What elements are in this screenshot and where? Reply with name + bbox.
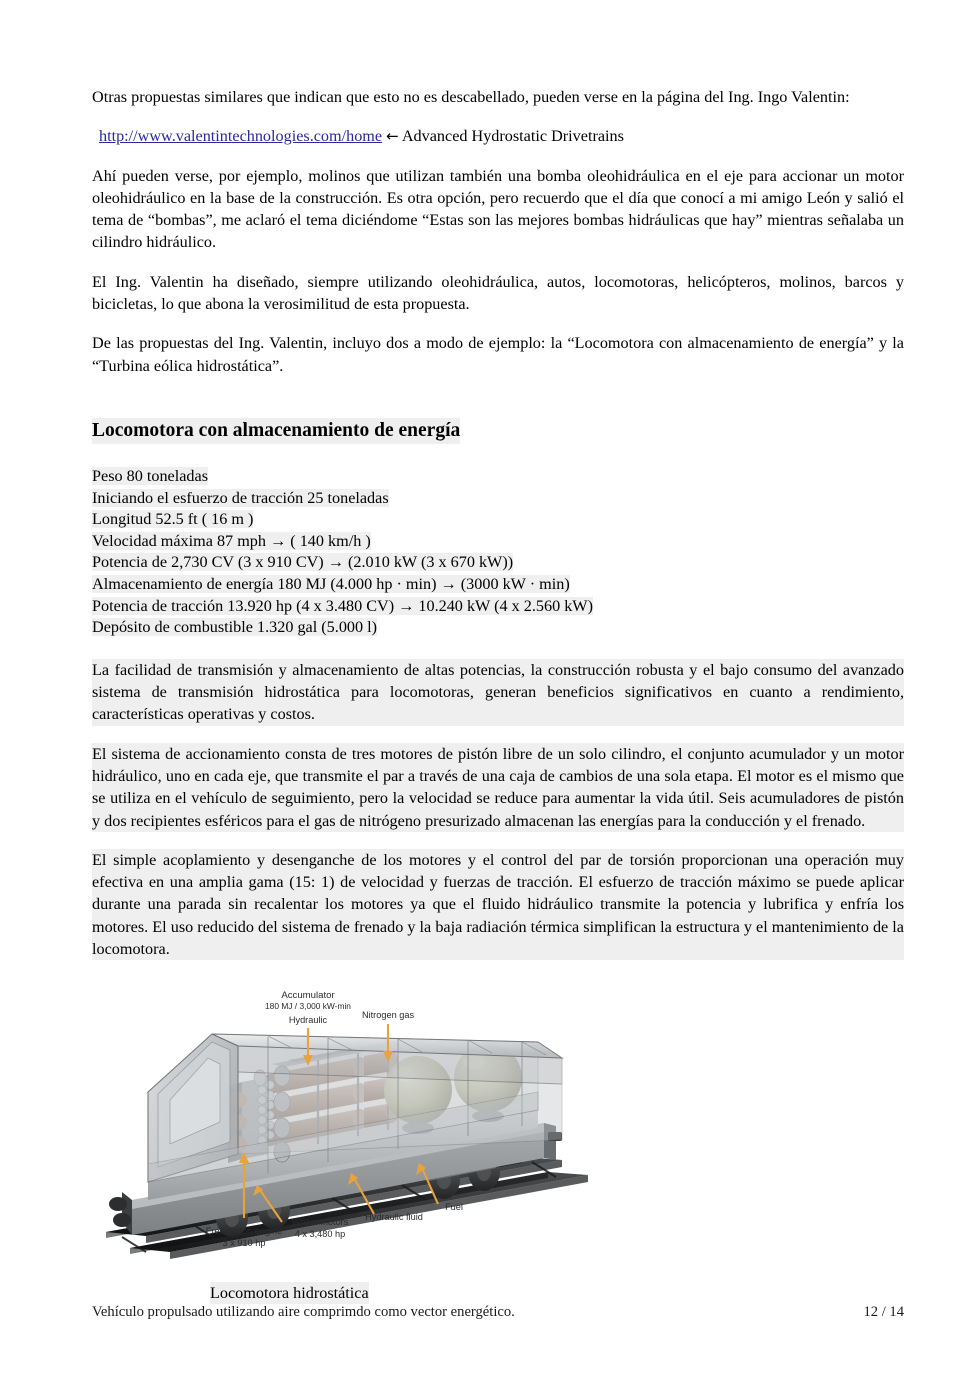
page-title: Locomotora con almacenamiento de energía bbox=[92, 418, 460, 444]
footer-left-text: Vehículo propulsado utilizando aire comprimdo como vector energético. bbox=[92, 1304, 515, 1320]
label-hydraulic: Hydraulic bbox=[288, 1015, 328, 1026]
page-footer bbox=[92, 1302, 904, 1322]
list-item bbox=[92, 488, 904, 510]
label-nitrogen-gas: Nitrogen gas bbox=[361, 1010, 415, 1021]
document-body bbox=[92, 86, 904, 1304]
left-arrow-icon: ← bbox=[386, 127, 399, 146]
paragraph-2: Ahí pueden verse, por ejemplo, molinos que utilizan también una bomba oleohidráulica en el eje para accionar un motor oleohidráulico en la base de la construcción. Es otra opción, pero recuerdo que el día que conocí a mi amigo León y salió el tema de “bombas”, me aclaró el tema diciéndome “Estas son las mejores bombas hidráulicas que hay” mientras señalaba un cilindro hidráulico. bbox=[92, 166, 904, 252]
spec-text: Velocidad máxima 87 mph → ( 140 km/h ) bbox=[92, 531, 371, 550]
spec-text: Longitud 52.5 ft ( 16 m ) bbox=[92, 510, 254, 529]
list-item bbox=[92, 466, 904, 488]
label-wheel-motors-value: 4 x 3,480 hp bbox=[294, 1229, 346, 1240]
link-annotation bbox=[386, 127, 624, 145]
label-fuel: Fuel bbox=[445, 1202, 463, 1213]
paragraph-3: El Ing. Valentin ha diseñado, siempre utilizando oleohidráulica, autos, locomotoras, helicópteros, molinos, barcos y bicicletas, lo que abona la verosimilitud de esta propuesta. bbox=[92, 272, 904, 314]
section-title-wrap bbox=[92, 394, 904, 466]
list-item bbox=[92, 617, 904, 639]
label-wheel-motors: Wheel motors bbox=[291, 1217, 349, 1228]
spec-text: Depósito de combustible 1.320 gal (5.000 l) bbox=[92, 618, 378, 637]
locomotive-diagram bbox=[92, 982, 652, 1272]
spec-text: Almacenamiento de energía 180 MJ (4.000 hp · min) → (3000 kW · min) bbox=[92, 574, 570, 593]
link-line bbox=[92, 125, 904, 147]
figure-caption: Locomotora hidrostática bbox=[210, 1284, 369, 1303]
paragraph-5: La facilidad de transmisión y almacenamiento de altas potencias, la construcción robusta y el bajo consumo del avanzado sistema de transmisión hidrostática para locomotoras, generan beneficios significativos en cuanto a rendimiento, características operativas y costos. bbox=[92, 659, 904, 726]
figure-caption-wrap bbox=[92, 1276, 904, 1304]
spec-text: Peso 80 toneladas bbox=[92, 466, 208, 485]
list-item bbox=[92, 596, 904, 618]
label-accumulator-value: 180 MJ / 3,000 kW-min bbox=[265, 1001, 351, 1012]
paragraph-6: El sistema de accionamiento consta de tres motores de pistón libre de un solo cilindro, el conjunto acumulador y un motor hidráulico, uno en cada eje, que transmite el par a través de una caja de cambios de una sola etapa. El motor es el mismo que se utiliza en el vehículo de seguimiento, pero la velocidad se reduce para aumentar la vida útil. Seis acumuladores de pistón y dos recipientes esféricos para el gas de nitrógeno presurizado almacenan las energías para la conducción y el frenado. bbox=[92, 743, 904, 832]
label-hydraulic-fluid: Hydraulic fluid bbox=[365, 1212, 423, 1223]
valentintechnologies-link[interactable]: http://www.valentintechnologies.com/home bbox=[99, 127, 383, 146]
footer-page-number: 12 / 14 bbox=[863, 1304, 904, 1320]
spec-text: Potencia de tracción 13.920 hp (4 x 3.480 CV) → 10.240 kW (4 x 2.560 kW) bbox=[92, 596, 593, 615]
list-item bbox=[92, 531, 904, 553]
spec-text: Iniciando el esfuerzo de tracción 25 toneladas bbox=[92, 488, 389, 507]
specs-list bbox=[92, 466, 904, 639]
paragraph-4: De las propuestas del Ing. Valentin, incluyo dos a modo de ejemplo: la “Locomotora con almacenamiento de energía” y la “Turbina eólica hidrostática”. bbox=[92, 334, 904, 375]
label-accumulator-title: Accumulator bbox=[281, 990, 335, 1002]
list-item bbox=[92, 574, 904, 596]
label-free-piston-engine-value: 3 x 910 hp bbox=[222, 1238, 266, 1249]
link-annotation-text: Advanced Hydrostatic Drivetrains bbox=[401, 127, 624, 146]
label-free-piston-engine: Free-piston engine bbox=[205, 1226, 283, 1237]
locomotive-figure bbox=[92, 982, 652, 1272]
list-item bbox=[92, 509, 904, 531]
paragraph-7: El simple acoplamiento y desenganche de los motores y el control del par de torsión proporcionan una operación muy efectiva en una amplia gama (15: 1) de velocidad y fuerzas de tracción. El esfuerzo de tracción máximo se puede aplicar durante una parada sin recalentar los motores ya que el fluido hidráulico transmite la potencia y lubrifica y enfría los motores. El uso reducido del sistema de frenado y la baja radiación térmica simplifican la estructura y el mantenimiento de la locomotora. bbox=[92, 849, 904, 960]
spec-text: Potencia de 2,730 CV (3 x 910 CV) → (2.010 kW (3 x 670 kW)) bbox=[92, 553, 514, 572]
intro-paragraph: Otras propuestas similares que indican que esto no es descabellado, pueden verse en la página del Ing. Ingo Valentin: bbox=[92, 88, 850, 106]
list-item bbox=[92, 552, 904, 574]
